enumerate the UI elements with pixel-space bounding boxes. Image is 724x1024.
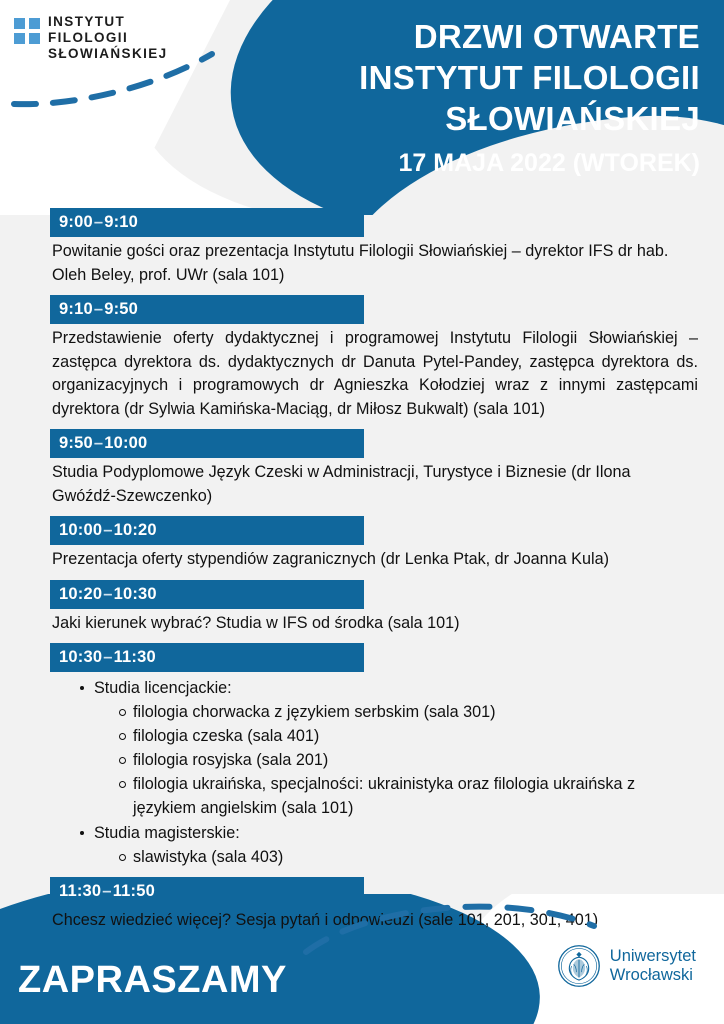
- time-start: 9:10: [59, 300, 93, 318]
- time-separator: –: [103, 521, 113, 539]
- time-separator: –: [93, 300, 104, 318]
- time-start: 10:30: [59, 648, 103, 666]
- time-separator: –: [102, 882, 112, 900]
- schedule-list: [0, 208, 724, 941]
- schedule-item: [50, 643, 698, 869]
- list-item: [116, 845, 698, 869]
- time-separator: –: [93, 213, 104, 231]
- status-badge: [50, 295, 364, 324]
- status-badge: [50, 208, 364, 237]
- event-date: 17 MAJA 2022 (WTOREK): [398, 149, 700, 177]
- time-separator: –: [103, 648, 113, 666]
- call-to-action-text: ZAPRASZAMY: [18, 959, 287, 1001]
- time-start: 10:20: [59, 584, 103, 603]
- status-badge: [50, 643, 364, 672]
- university-name-line1: Uniwersytet: [609, 946, 696, 965]
- time-separator: –: [103, 584, 113, 603]
- institute-logo-line1: INSTYTUT: [48, 14, 126, 29]
- study-program: filologia rosyjska (sala 201): [133, 751, 329, 769]
- page-title-line3: SŁOWIAŃSKIEJ: [445, 100, 700, 137]
- page-title-line2: INSTYTUT FILOLOGII: [359, 59, 700, 96]
- study-program: filologia chorwacka z językiem serbskim (sala 301): [133, 703, 496, 721]
- study-program: slawistyka (sala 403): [133, 848, 284, 866]
- list-item: [116, 772, 698, 820]
- time-start: 11:30: [59, 882, 102, 900]
- schedule-description: Przedstawienie oferty dydaktycznej i programowej Instytutu Filologii Słowiańskiej – zastępca dyrektora ds. dydaktycznych dr Danuta Pytel-Pandey, zastępca dyrektora ds. organizacyjnych i programowych dr Agnieszka Kołodziej wraz z innymi zastępcami dyrektora (dr Sylwia Kamińska-Maciąg, dr Miłosz Bukwalt) (sala 101): [52, 329, 698, 418]
- institute-logo-line2: FILOLOGII: [48, 30, 129, 45]
- schedule-description: Prezentacja oferty stypendiów zagranicznych (dr Lenka Ptak, dr Joanna Kula): [52, 550, 609, 568]
- logo-square: [29, 33, 40, 44]
- institute-logo-line3: SŁOWIAŃSKIEJ: [48, 46, 168, 61]
- time-end: 11:50: [112, 882, 155, 900]
- university-seal-icon: [557, 944, 601, 988]
- status-badge: [50, 429, 364, 458]
- university-name: [610, 947, 696, 986]
- study-group-label: Studia licencjackie:: [94, 679, 232, 697]
- list-item: [76, 676, 698, 820]
- time-start: 9:00: [59, 213, 93, 231]
- schedule-item: [50, 429, 698, 508]
- logo-square: [29, 18, 40, 29]
- schedule-item: [50, 208, 698, 287]
- study-programs-list: [94, 845, 698, 869]
- time-separator: –: [93, 434, 104, 452]
- university-logo: [557, 944, 696, 988]
- time-end: 11:30: [113, 648, 156, 666]
- logo-square: [14, 33, 25, 44]
- study-programs-list: [94, 700, 698, 820]
- study-program: filologia ukraińska, specjalności: ukrainistyka oraz filologia ukraińska z językiem angielskim (sala 101): [133, 775, 636, 817]
- logo-square: [14, 18, 25, 29]
- list-item: [76, 821, 698, 869]
- time-end: 9:50: [104, 300, 139, 318]
- schedule-description: Jaki kierunek wybrać? Studia w IFS od środka (sala 101): [52, 613, 460, 632]
- list-item: [116, 748, 698, 772]
- time-end: 10:00: [104, 434, 148, 452]
- study-program: filologia czeska (sala 401): [133, 727, 320, 745]
- time-start: 9:50: [59, 434, 93, 452]
- university-name-line2: Wrocławski: [609, 966, 693, 984]
- study-groups-list: [50, 676, 698, 869]
- study-group-label: Studia magisterskie:: [94, 824, 240, 842]
- list-item: [116, 724, 698, 748]
- dashed-arc-decoration-icon: [300, 896, 600, 956]
- poster-title-block: [270, 16, 700, 178]
- schedule-item: [50, 580, 698, 636]
- schedule-item: [50, 295, 698, 421]
- dashed-arc-decoration-icon: [6, 48, 246, 118]
- time-end: 10:30: [113, 584, 157, 603]
- status-badge: [50, 516, 364, 545]
- schedule-description: Chcesz wiedzieć więcej? Sesja pytań i odpowiedzi (sale 101, 201, 301, 401): [52, 911, 599, 929]
- schedule-description: Powitanie gości oraz prezentacja Instytutu Filologii Słowiańskiej – dyrektor IFS dr hab. Oleh Beley, prof. UWr (sala 101): [52, 242, 669, 284]
- status-badge: [50, 580, 364, 609]
- page-title-line1: DRZWI OTWARTE: [413, 18, 700, 55]
- time-end: 9:10: [104, 213, 139, 231]
- schedule-item: [50, 516, 698, 572]
- list-item: [116, 700, 698, 724]
- logo-squares-icon: [14, 18, 40, 44]
- schedule-description: Studia Podyplomowe Język Czeski w Administracji, Turystyce i Biznesie (dr Ilona Gwóźdź-Szewczenko): [52, 463, 631, 505]
- time-start: 10:00: [59, 521, 103, 539]
- time-end: 10:20: [113, 521, 157, 539]
- poster-header: [0, 0, 724, 215]
